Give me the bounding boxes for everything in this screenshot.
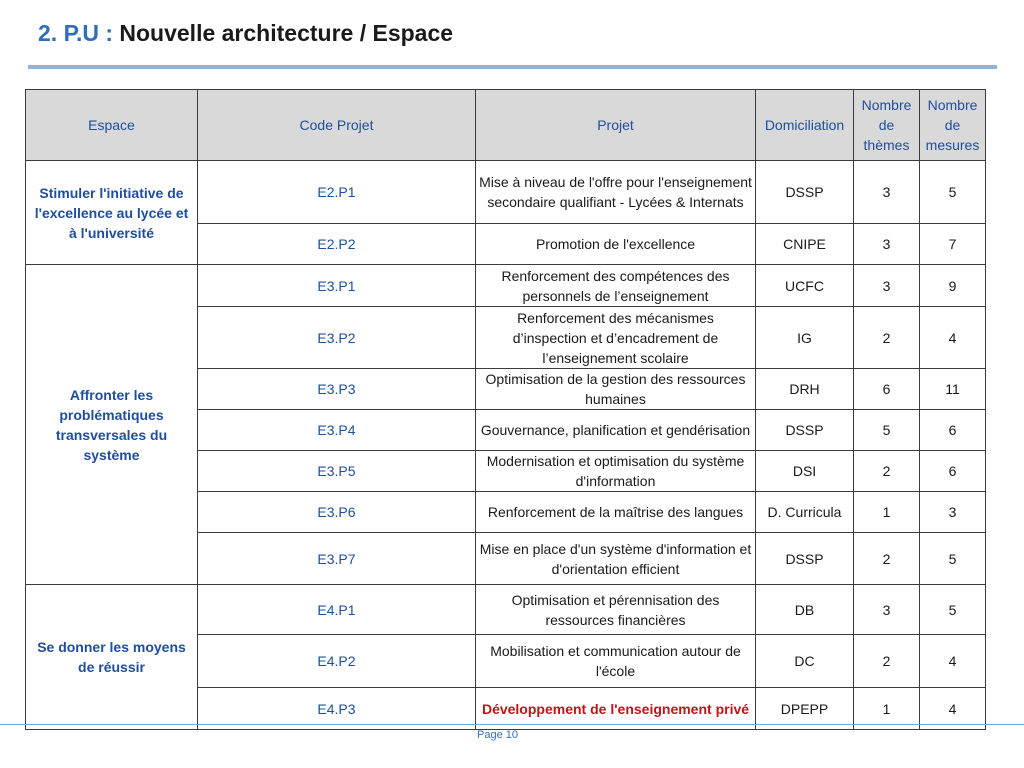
- code-projet-cell: E3.P5: [198, 451, 476, 492]
- domiciliation-cell: DSSP: [756, 410, 854, 451]
- mesures-cell: 11: [920, 369, 986, 410]
- mesures-cell: 6: [920, 410, 986, 451]
- domiciliation-cell: CNIPE: [756, 224, 854, 265]
- header-code-projet: Code Projet: [198, 90, 476, 161]
- domiciliation-cell: DB: [756, 585, 854, 635]
- themes-cell: 2: [854, 451, 920, 492]
- mesures-cell: 6: [920, 451, 986, 492]
- mesures-cell: 4: [920, 688, 986, 730]
- domiciliation-cell: DRH: [756, 369, 854, 410]
- table-row: [26, 585, 986, 635]
- code-projet-cell: E3.P7: [198, 533, 476, 585]
- code-projet-cell: E3.P3: [198, 369, 476, 410]
- themes-cell: 3: [854, 161, 920, 224]
- themes-cell: 5: [854, 410, 920, 451]
- mesures-cell: 5: [920, 585, 986, 635]
- title-divider: [28, 65, 997, 69]
- espace-cell: Affronter les problématiques transversales du système: [26, 265, 198, 585]
- projet-cell: Modernisation et optimisation du système d'information: [476, 451, 756, 492]
- slide-title: [38, 18, 453, 48]
- themes-cell: 2: [854, 533, 920, 585]
- projet-cell: Renforcement des mécanismes d’inspection et d’encadrement de l’enseignement scolaire: [476, 307, 756, 369]
- code-projet-cell: E4.P1: [198, 585, 476, 635]
- mesures-cell: 5: [920, 533, 986, 585]
- code-projet-cell: E4.P3: [198, 688, 476, 730]
- domiciliation-cell: DSSP: [756, 161, 854, 224]
- code-projet-cell: E2.P2: [198, 224, 476, 265]
- code-projet-cell: E3.P1: [198, 265, 476, 307]
- themes-cell: 1: [854, 688, 920, 730]
- projet-cell: Mobilisation et communication autour de l'école: [476, 635, 756, 688]
- espace-cell: Se donner les moyens de réussir: [26, 585, 198, 730]
- themes-cell: 2: [854, 307, 920, 369]
- domiciliation-cell: DSI: [756, 451, 854, 492]
- projet-cell: Gouvernance, planification et gendérisation: [476, 410, 756, 451]
- mesures-cell: 4: [920, 635, 986, 688]
- code-projet-cell: E3.P4: [198, 410, 476, 451]
- projet-cell: Renforcement de la maîtrise des langues: [476, 492, 756, 533]
- header-espace: Espace: [26, 90, 198, 161]
- projects-table: [25, 89, 986, 730]
- projet-cell: Mise en place d'un système d'information et d'orientation efficient: [476, 533, 756, 585]
- domiciliation-cell: UCFC: [756, 265, 854, 307]
- header-projet: Projet: [476, 90, 756, 161]
- code-projet-cell: E4.P2: [198, 635, 476, 688]
- themes-cell: 2: [854, 635, 920, 688]
- title-text: Nouvelle architecture / Espace: [119, 20, 454, 46]
- themes-cell: 3: [854, 265, 920, 307]
- projet-cell: Mise à niveau de l'offre pour l'enseignement secondaire qualifiant - Lycées & Internats: [476, 161, 756, 224]
- title-number: 2. P.U :: [38, 20, 113, 46]
- domiciliation-cell: DPEPP: [756, 688, 854, 730]
- mesures-cell: 3: [920, 492, 986, 533]
- projet-cell: Optimisation de la gestion des ressources humaines: [476, 369, 756, 410]
- projet-cell: Promotion de l'excellence: [476, 224, 756, 265]
- domiciliation-cell: D. Curricula: [756, 492, 854, 533]
- mesures-cell: 4: [920, 307, 986, 369]
- table-row: [26, 265, 986, 307]
- projet-cell: Optimisation et pérennisation des ressources financières: [476, 585, 756, 635]
- code-projet-cell: E2.P1: [198, 161, 476, 224]
- footer-divider: [0, 724, 1024, 725]
- header-domiciliation: Domiciliation: [756, 90, 854, 161]
- code-projet-cell: E3.P6: [198, 492, 476, 533]
- themes-cell: 1: [854, 492, 920, 533]
- table-row: [26, 161, 986, 224]
- header-nombre-mesures: Nombre de mesures: [920, 90, 986, 161]
- themes-cell: 3: [854, 585, 920, 635]
- mesures-cell: 7: [920, 224, 986, 265]
- domiciliation-cell: IG: [756, 307, 854, 369]
- mesures-cell: 9: [920, 265, 986, 307]
- code-projet-cell: E3.P2: [198, 307, 476, 369]
- themes-cell: 3: [854, 224, 920, 265]
- page-number: Page 10: [477, 729, 518, 741]
- table-header-row: [26, 90, 986, 161]
- projet-cell: Renforcement des compétences des personnels de l’enseignement: [476, 265, 756, 307]
- themes-cell: 6: [854, 369, 920, 410]
- header-nombre-themes: Nombre de thèmes: [854, 90, 920, 161]
- espace-cell: Stimuler l'initiative de l'excellence au lycée et à l'université: [26, 161, 198, 265]
- domiciliation-cell: DSSP: [756, 533, 854, 585]
- mesures-cell: 5: [920, 161, 986, 224]
- projet-cell-highlighted: Développement de l'enseignement privé: [476, 688, 756, 730]
- domiciliation-cell: DC: [756, 635, 854, 688]
